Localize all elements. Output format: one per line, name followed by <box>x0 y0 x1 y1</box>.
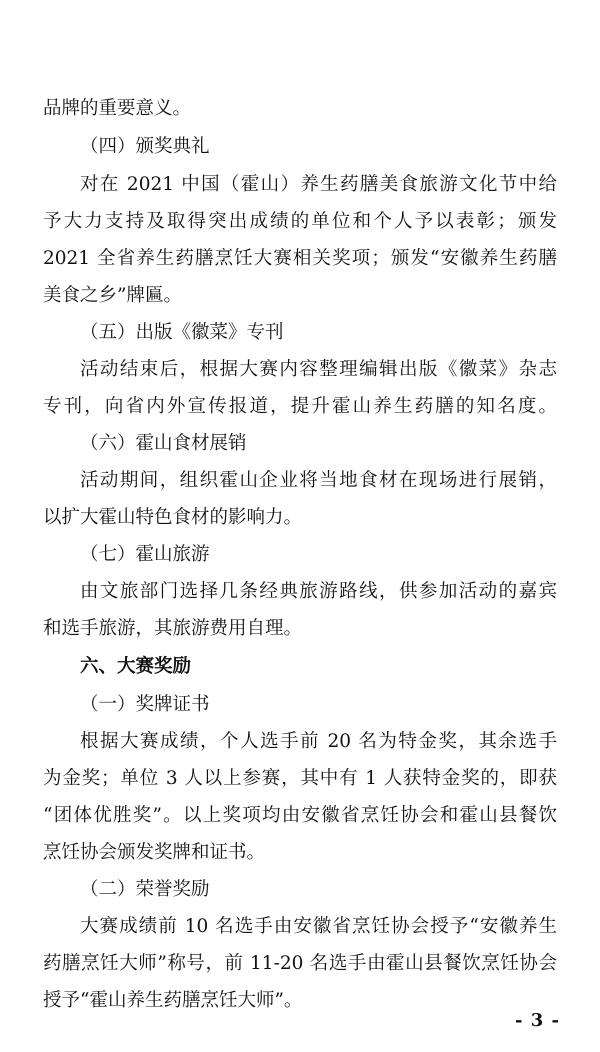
page-number: - 3 - <box>515 1010 560 1031</box>
section-heading: （七）霍山旅游 <box>80 544 210 565</box>
text-line: 活动期间，组织霍山企业将当地食材在现场进行展销， <box>80 470 557 491</box>
section-heading: （六）霍山食材展销 <box>80 433 247 454</box>
text-line: 和选手旅游，其旅游费用自理。 <box>43 618 303 639</box>
text-line: 由文旅部门选择几条经典旅游路线，供参加活动的嘉宾 <box>80 581 557 602</box>
section-heading: （四）颁奖典礼 <box>80 136 210 157</box>
text-line: 以扩大霍山特色食材的影响力。 <box>43 507 303 528</box>
text-line: 对在 2021 中国（霍山）养生药膳美食旅游文化节中给 <box>80 174 557 195</box>
text-line: 大赛成绩前 10 名选手由安徽省烹饪协会授予“安徽养生 <box>80 916 557 937</box>
text-line: 2021 全省养生药膳烹饪大赛相关奖项；颁发“安徽养生药膳 <box>43 248 557 269</box>
text-line: 根据大赛成绩，个人选手前 20 名为特金奖，其余选手 <box>80 731 557 752</box>
text-line: “团体优胜奖”。以上奖项均由安徽省烹饪协会和霍山县餐饮 <box>43 805 557 826</box>
text-line: 美食之乡”牌匾。 <box>43 285 182 306</box>
text-line: 烹饪协会颁发奖牌和证书。 <box>43 842 266 863</box>
text-line: 为金奖；单位 3 人以上参赛，其中有 1 人获特金奖的，即获 <box>43 768 557 789</box>
text-line: 活动结束后，根据大赛内容整理编辑出版《徽菜》杂志 <box>80 359 557 380</box>
section-heading: （五）出版《徽菜》专刊 <box>80 322 284 343</box>
text-line: 授予“霍山养生药膳烹饪大师”。 <box>43 990 303 1011</box>
text-line: 药膳烹饪大师”称号，前 11-20 名选手由霍山县餐饮烹饪协会 <box>43 953 557 974</box>
section-heading: （一）奖牌证书 <box>80 694 210 715</box>
text-line: 品牌的重要意义。 <box>43 98 192 119</box>
chapter-heading: 六、大赛奖励 <box>80 656 192 677</box>
text-line: 予大力支持及取得突出成绩的单位和个人予以表彰；颁发 <box>43 211 557 232</box>
section-heading: （二）荣誉奖励 <box>80 879 210 900</box>
text-line: 专刊，向省内外宣传报道，提升霍山养生药膳的知名度。 <box>43 396 557 417</box>
